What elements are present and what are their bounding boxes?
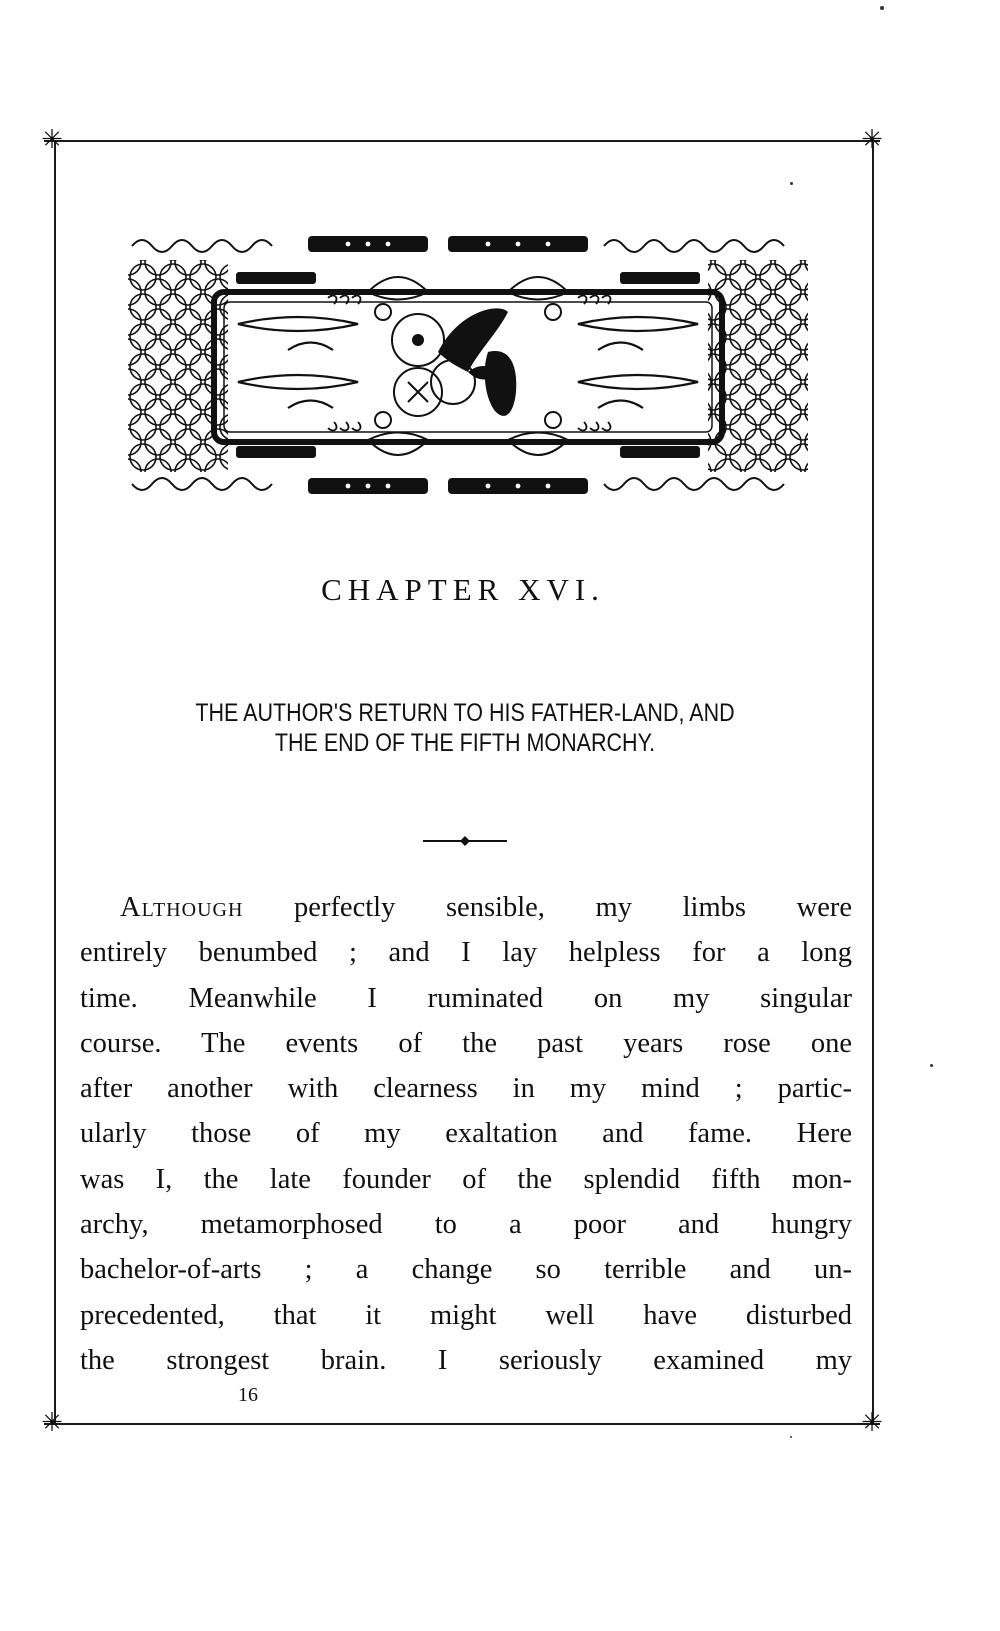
- corner-star-icon: ✳: [861, 1408, 883, 1437]
- opening-word: Although: [120, 892, 244, 923]
- corner-star-icon: ✳: [41, 1408, 63, 1437]
- scan-speck: [790, 1436, 792, 1438]
- subtitle-line: THE AUTHOR'S RETURN TO HIS FATHER-LAND, AND: [195, 699, 735, 727]
- top-border-rule: [44, 140, 880, 142]
- corner-star-icon: ✳: [41, 125, 63, 154]
- paragraph-line: was I, the late founder of the splendid fifth mon-: [80, 1163, 852, 1195]
- scan-speck: [880, 6, 884, 10]
- paragraph-line: after another with clearness in my mind ; partic-: [80, 1073, 852, 1105]
- subtitle-line: THE END OF THE FIFTH MONARCHY.: [274, 729, 656, 757]
- paragraph-line: [80, 885, 852, 930]
- paragraph-line: the strongest brain. I seriously examined my: [80, 1344, 852, 1376]
- paragraph-line: bachelor-of-arts ; a change so terrible and un-: [80, 1254, 852, 1286]
- left-border-rule: [54, 140, 56, 1424]
- bottom-border-rule: [44, 1423, 880, 1425]
- paragraph-line: time. Meanwhile I ruminated on my singular: [80, 982, 852, 1014]
- paragraph-line: course. The events of the past years rose one: [80, 1027, 852, 1059]
- paragraph-line: precedented, that it might well have disturbed: [80, 1299, 852, 1331]
- paragraph-line: archy, metamorphosed to a poor and hungry: [80, 1209, 852, 1241]
- body-paragraph: [80, 885, 852, 1383]
- right-border-rule: [872, 140, 874, 1424]
- paragraph-line: entirely benumbed ; and I lay helpless for a long: [80, 937, 852, 969]
- paragraph-line-text: perfectly sensible, my limbs were: [243, 892, 852, 923]
- scan-speck: [930, 1064, 933, 1067]
- corner-star-icon: ✳: [861, 125, 883, 154]
- headpiece-ornament: [128, 232, 808, 500]
- chapter-heading: CHAPTER XVI.: [321, 572, 605, 607]
- paragraph-line: ularly those of my exaltation and fame. Here: [80, 1118, 852, 1150]
- scan-speck: [790, 182, 793, 185]
- chapter-subtitle: [125, 698, 804, 758]
- diamond-dash-divider-icon: [423, 835, 507, 847]
- page-number: 16: [238, 1384, 258, 1406]
